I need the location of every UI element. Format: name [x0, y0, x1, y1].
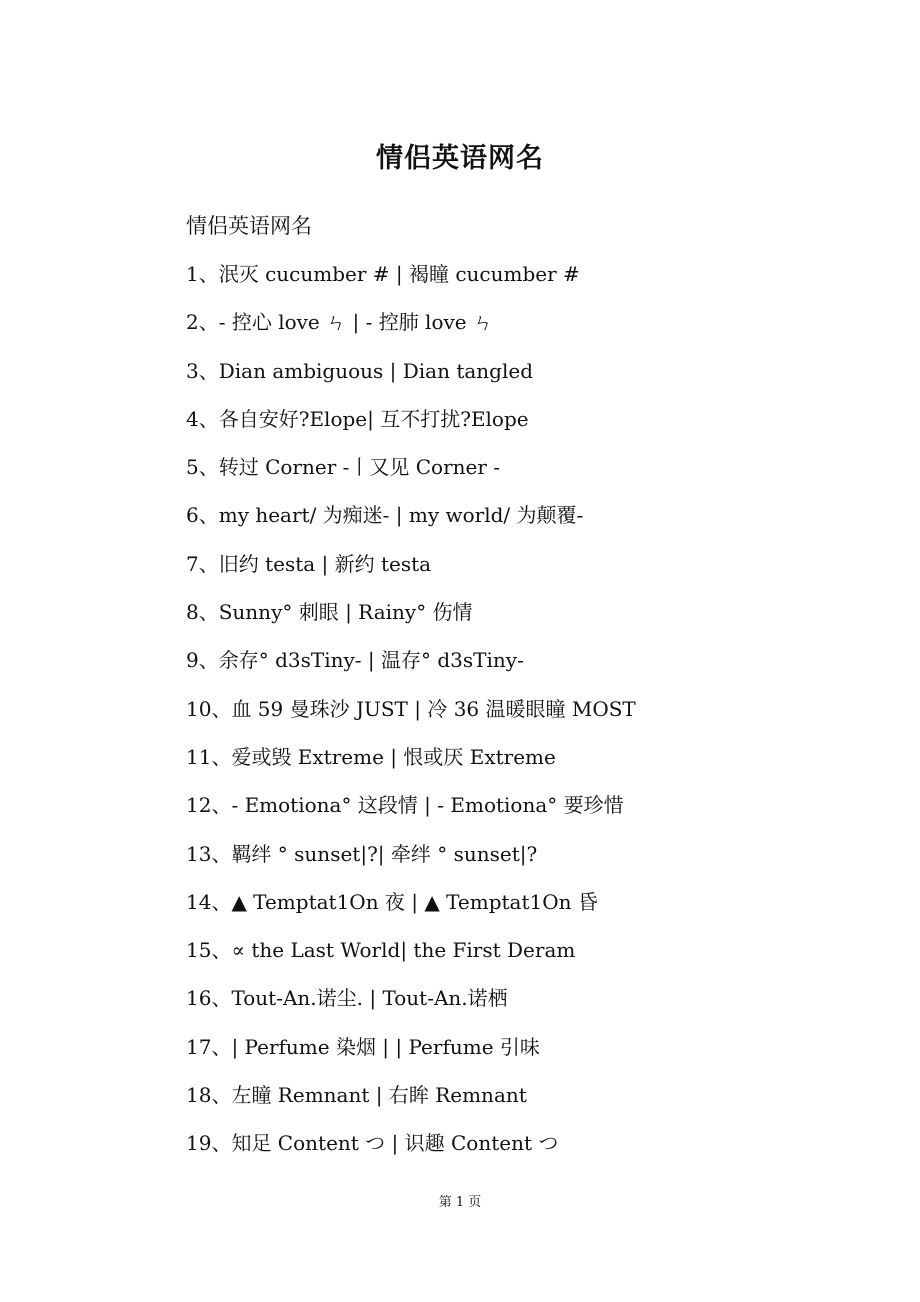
- page-number: 第 1 页: [438, 1195, 482, 1210]
- list-item: 5、转过 Corner -丨又见 Corner -: [186, 455, 501, 480]
- list-item: 8、Sunny° 刺眼 | Rainy° 伤情: [186, 600, 473, 625]
- list-item: 10、血 59 曼珠沙 JUST | 冷 36 温暖眼瞳 MOST: [186, 696, 636, 721]
- section-heading: 情侣英语网名: [186, 214, 312, 238]
- list-item: 11、爱或毁 Extreme | 恨或厌 Extreme: [186, 744, 556, 769]
- document-body: [186, 206, 886, 1172]
- list-item: 9、余存° d3sTiny- | 温存° d3sTiny-: [186, 648, 524, 673]
- page-title: 情侣英语网名: [376, 143, 544, 174]
- list-item: 2、- 控心 love ㄣ | - 控肺 love ㄣ: [186, 310, 493, 335]
- list-item: 12、- Emotiona° 这段情 | - Emotiona° 要珍惜: [186, 793, 624, 818]
- list-item: 3、Dian ambiguous | Dian tangled: [186, 358, 534, 383]
- list-item: 14、▲ Temptat1On 夜 | ▲ Temptat1On 昏: [186, 889, 598, 914]
- list-item: 1、泯灭 cucumber # | 褐瞳 cucumber #: [186, 262, 580, 286]
- list-item: 4、各自安好?Elope| 互不打扰?Elope: [186, 406, 529, 431]
- list-item: 13、羁绊 ° sunset|?| 牵绊 ° sunset|?: [186, 841, 538, 866]
- list-item: 18、左瞳 Remnant | 右眸 Remnant: [186, 1083, 527, 1108]
- list-item: 19、知足 Content つ | 识趣 Content つ: [186, 1131, 559, 1156]
- list-item: 6、my heart/ 为痴迷- | my world/ 为颠覆-: [186, 503, 584, 528]
- list-item: 15、∝ the Last World| the First Deram: [186, 938, 576, 963]
- list-item: 16、Tout-An.诺尘. | Tout-An.诺栖: [186, 986, 508, 1011]
- list-item: 17、| Perfume 染烟 | | Perfume 引味: [186, 1034, 540, 1059]
- list-item: 7、旧约 testa | 新约 testa: [186, 551, 432, 576]
